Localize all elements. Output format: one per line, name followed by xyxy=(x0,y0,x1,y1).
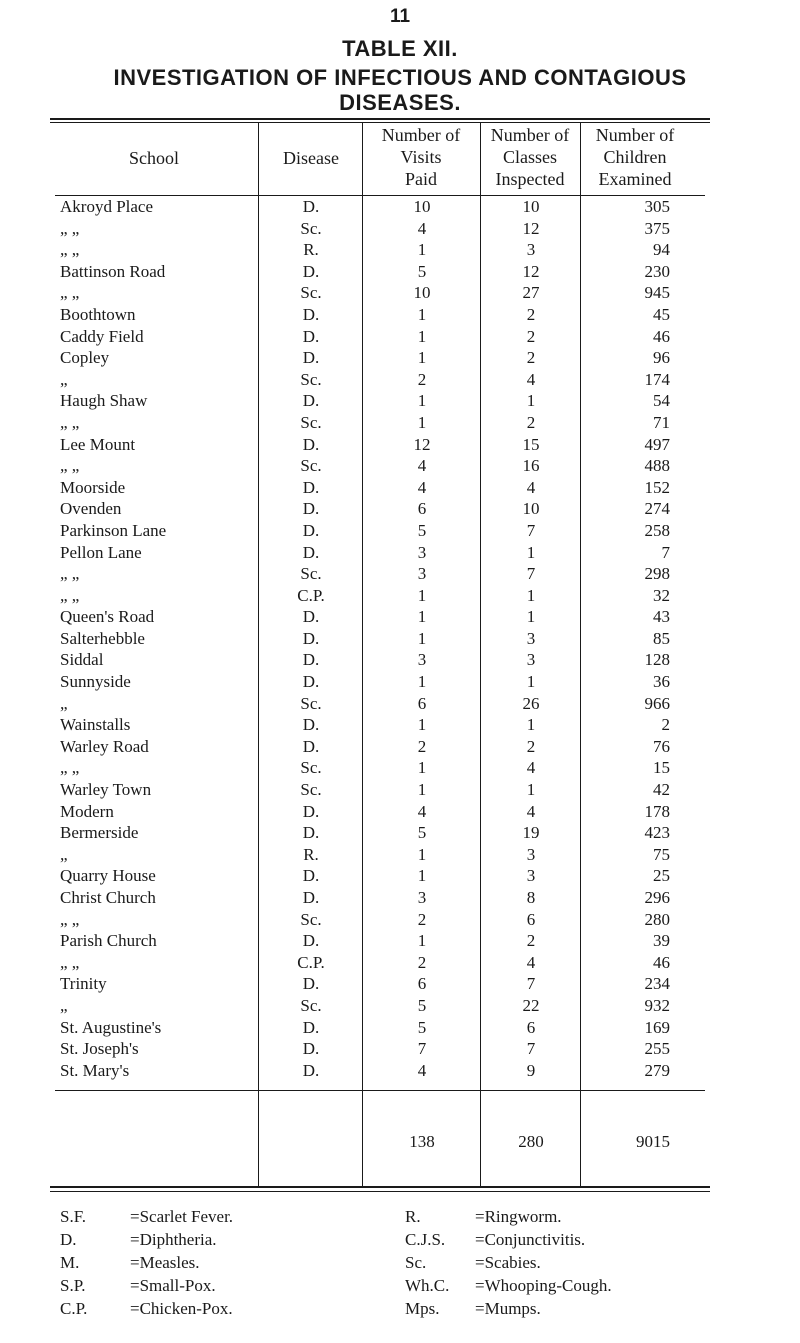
table-row xyxy=(0,239,800,261)
legend-def: =Ringworm. xyxy=(475,1207,562,1226)
cell-visits: 2 xyxy=(417,909,427,929)
legend-def: =Scabies. xyxy=(475,1253,541,1272)
cell-visits: 2 xyxy=(417,736,427,756)
cell-classes: 3 xyxy=(526,844,536,864)
cell-children: 15 xyxy=(653,758,670,778)
table-row xyxy=(0,542,800,564)
cell-classes: 3 xyxy=(526,240,536,260)
cell-disease: D. xyxy=(302,607,320,627)
legend-row xyxy=(60,1251,760,1274)
cell-visits: 1 xyxy=(417,628,427,648)
cell-disease: D. xyxy=(302,931,320,951)
cell-school: Bermerside xyxy=(60,823,139,843)
cell-disease: D. xyxy=(302,1017,320,1037)
legend-row xyxy=(60,1228,760,1251)
table-row xyxy=(0,369,800,391)
cell-visits: 6 xyxy=(417,974,427,994)
cell-school: St. Mary's xyxy=(60,1060,130,1080)
legend-abbr: M. xyxy=(60,1253,80,1272)
cell-classes: 3 xyxy=(526,628,536,648)
legend-abbr: S.F. xyxy=(60,1207,87,1226)
cell-visits: 4 xyxy=(417,218,427,238)
cell-classes: 26 xyxy=(522,693,540,713)
cell-visits: 5 xyxy=(417,995,427,1015)
cell-children: 488 xyxy=(644,456,670,476)
table-row xyxy=(0,952,800,974)
table-row xyxy=(0,822,800,844)
cell-children: 2 xyxy=(661,715,670,735)
cell-visits: 1 xyxy=(417,931,427,951)
cell-classes: 10 xyxy=(522,197,540,216)
legend-def: =Small-Pox. xyxy=(130,1276,216,1295)
table-row xyxy=(0,1038,800,1060)
cell-disease: D. xyxy=(302,1060,320,1080)
table-row xyxy=(0,649,800,671)
header-children-line1: Number of xyxy=(595,125,675,145)
cell-children: 274 xyxy=(644,499,670,519)
cell-children: 128 xyxy=(644,650,670,670)
cell-school: Pellon Lane xyxy=(60,542,142,562)
cell-children: 497 xyxy=(644,434,670,454)
cell-disease: D. xyxy=(302,823,320,843)
header-visits-line3: Paid xyxy=(404,169,437,189)
legend-abbr: Sc. xyxy=(405,1253,427,1272)
cell-disease: Sc. xyxy=(300,564,322,584)
legend-def: =Chicken-Pox. xyxy=(130,1299,233,1318)
table-row xyxy=(0,434,800,456)
cell-school: Salterhebble xyxy=(60,628,145,648)
cell-classes: 22 xyxy=(522,995,540,1015)
cell-school: Modern xyxy=(60,801,114,821)
table-row xyxy=(0,585,800,607)
table-row xyxy=(0,693,800,715)
cell-school: „ „ xyxy=(60,564,80,584)
cell-disease: D. xyxy=(302,520,320,540)
cell-children: 932 xyxy=(644,995,670,1015)
header-children-line2: Children xyxy=(603,147,667,167)
cell-visits: 1 xyxy=(417,391,427,411)
cell-classes: 1 xyxy=(526,715,536,735)
cell-children: 43 xyxy=(653,607,670,627)
legend-abbr: S.P. xyxy=(60,1276,86,1295)
cell-children: 46 xyxy=(653,952,670,972)
cell-school: Moorside xyxy=(60,477,126,497)
cell-children: 298 xyxy=(644,564,670,584)
table-row xyxy=(0,606,800,628)
cell-visits: 1 xyxy=(417,607,427,627)
cell-classes: 2 xyxy=(526,412,536,432)
cell-classes: 3 xyxy=(526,650,536,670)
table-row xyxy=(0,390,800,412)
cell-disease: D. xyxy=(302,542,320,562)
cell-disease: D. xyxy=(302,866,320,886)
total-classes: 280 xyxy=(518,1132,544,1151)
cell-children: 945 xyxy=(644,283,670,303)
cell-children: 305 xyxy=(644,197,670,216)
cell-disease: D. xyxy=(302,304,320,324)
cell-visits: 10 xyxy=(413,197,431,216)
cell-visits: 1 xyxy=(417,348,427,368)
cell-school: Quarry House xyxy=(60,866,156,886)
table-row xyxy=(0,973,800,995)
cell-school: Battinson Road xyxy=(60,261,166,281)
cell-visits: 1 xyxy=(417,844,427,864)
cell-visits: 5 xyxy=(417,520,427,540)
cell-school: Haugh Shaw xyxy=(60,391,148,411)
cell-disease: Sc. xyxy=(300,369,322,389)
cell-visits: 5 xyxy=(417,1017,427,1037)
cell-school: „ „ xyxy=(60,758,80,778)
cell-visits: 1 xyxy=(417,715,427,735)
cell-classes: 7 xyxy=(526,564,536,584)
header-school: School xyxy=(128,148,179,168)
cell-disease: D. xyxy=(302,261,320,281)
cell-classes: 4 xyxy=(526,801,536,821)
cell-school: „ „ xyxy=(60,218,80,238)
cell-classes: 4 xyxy=(526,758,536,778)
cell-children: 75 xyxy=(653,844,670,864)
cell-children: 46 xyxy=(653,326,670,346)
cell-visits: 2 xyxy=(417,369,427,389)
legend-abbr: C.J.S. xyxy=(405,1230,446,1249)
legend-row xyxy=(60,1205,760,1228)
table-body xyxy=(0,196,800,1081)
cell-visits: 3 xyxy=(417,888,427,907)
table-row xyxy=(0,326,800,348)
table-row xyxy=(0,909,800,931)
header-visits-line1: Number of xyxy=(381,125,461,145)
cell-children: 42 xyxy=(653,780,670,800)
totals-rule xyxy=(55,1090,705,1091)
legend-def: =Scarlet Fever. xyxy=(130,1207,234,1226)
cell-school: Boothtown xyxy=(60,304,136,324)
cell-visits: 6 xyxy=(417,693,427,713)
legend-abbr: Mps. xyxy=(405,1299,440,1318)
cell-classes: 4 xyxy=(526,952,536,972)
cell-classes: 1 xyxy=(526,585,536,605)
bottom-rule-inner xyxy=(50,1191,710,1192)
cell-classes: 12 xyxy=(522,261,540,281)
cell-children: 234 xyxy=(644,974,670,994)
cell-school: „ „ xyxy=(60,909,80,929)
cell-children: 279 xyxy=(644,1060,670,1080)
cell-classes: 1 xyxy=(526,672,536,692)
legend-abbr: C.P. xyxy=(60,1299,88,1318)
table-row xyxy=(0,477,800,499)
table-row xyxy=(0,757,800,779)
cell-school: „ xyxy=(60,844,68,864)
cell-children: 255 xyxy=(644,1039,670,1059)
cell-classes: 27 xyxy=(522,283,540,303)
cell-classes: 1 xyxy=(526,391,536,411)
cell-classes: 6 xyxy=(526,1017,536,1037)
cell-visits: 10 xyxy=(413,283,431,303)
legend-abbr: D. xyxy=(60,1230,77,1249)
legend-row xyxy=(60,1297,760,1320)
cell-classes: 9 xyxy=(526,1060,536,1080)
legend-def: =Diphtheria. xyxy=(130,1230,217,1249)
cell-visits: 12 xyxy=(413,434,431,454)
cell-classes: 2 xyxy=(526,931,536,951)
cell-children: 169 xyxy=(644,1017,670,1037)
table-row xyxy=(0,347,800,369)
cell-school: Warley Road xyxy=(60,736,149,756)
cell-school: Sunnyside xyxy=(60,672,131,692)
cell-disease: D. xyxy=(302,348,320,368)
cell-children: 96 xyxy=(653,348,670,368)
cell-children: 45 xyxy=(653,304,670,324)
table-row xyxy=(0,455,800,477)
cell-school: Siddal xyxy=(60,650,104,670)
cell-school: St. Joseph's xyxy=(60,1039,139,1059)
cell-school: „ „ xyxy=(60,456,80,476)
table-subtitle-continued: DISEASES. xyxy=(339,90,461,115)
cell-disease: Sc. xyxy=(300,780,322,800)
cell-disease: Sc. xyxy=(300,758,322,778)
cell-visits: 5 xyxy=(417,261,427,281)
cell-visits: 4 xyxy=(417,801,427,821)
cell-disease: Sc. xyxy=(300,456,322,476)
cell-disease: Sc. xyxy=(300,283,322,303)
cell-visits: 4 xyxy=(417,477,427,497)
cell-children: 296 xyxy=(644,888,670,907)
table-row xyxy=(0,520,800,542)
header-classes-line2: Classes xyxy=(503,147,557,167)
table-row xyxy=(0,282,800,304)
bottom-rule xyxy=(50,1186,710,1188)
cell-visits: 1 xyxy=(417,585,427,605)
cell-school: „ „ xyxy=(60,283,80,303)
cell-children: 966 xyxy=(644,693,670,713)
cell-children: 85 xyxy=(653,628,670,648)
cell-children: 178 xyxy=(644,801,670,821)
cell-disease: D. xyxy=(302,197,320,216)
cell-school: Caddy Field xyxy=(60,326,144,346)
cell-disease: D. xyxy=(302,434,320,454)
cell-children: 375 xyxy=(644,218,670,238)
cell-visits: 2 xyxy=(417,952,427,972)
table-row xyxy=(0,498,800,520)
header-classes xyxy=(480,124,580,190)
cell-classes: 7 xyxy=(526,1039,536,1059)
cell-school: Lee Mount xyxy=(60,434,136,454)
legend-def: =Mumps. xyxy=(475,1299,541,1318)
cell-school: Trinity xyxy=(60,974,107,994)
table-row xyxy=(0,779,800,801)
cell-school: Warley Town xyxy=(60,780,152,800)
cell-children: 39 xyxy=(653,931,670,951)
cell-school: Christ Church xyxy=(60,888,156,907)
total-visits: 138 xyxy=(409,1132,435,1151)
cell-school: „ xyxy=(60,693,68,713)
header-classes-line3: Inspected xyxy=(495,169,565,189)
cell-children: 32 xyxy=(653,585,670,605)
cell-visits: 1 xyxy=(417,780,427,800)
cell-visits: 1 xyxy=(417,412,427,432)
table-row xyxy=(0,887,800,909)
cell-disease: D. xyxy=(302,715,320,735)
table-row xyxy=(0,1060,800,1082)
table-row xyxy=(0,563,800,585)
cell-children: 25 xyxy=(653,866,670,886)
cell-classes: 19 xyxy=(522,823,540,843)
cell-classes: 7 xyxy=(526,520,536,540)
cell-classes: 10 xyxy=(522,499,540,519)
cell-classes: 2 xyxy=(526,736,536,756)
table-row xyxy=(0,261,800,283)
cell-classes: 2 xyxy=(526,304,536,324)
table-row xyxy=(0,218,800,240)
cell-visits: 1 xyxy=(417,866,427,886)
cell-classes: 16 xyxy=(522,456,540,476)
cell-disease: D. xyxy=(302,736,320,756)
table-row xyxy=(0,930,800,952)
cell-visits: 1 xyxy=(417,326,427,346)
cell-children: 423 xyxy=(644,823,670,843)
cell-disease: R. xyxy=(303,240,319,260)
cell-children: 258 xyxy=(644,520,670,540)
cell-school: Copley xyxy=(60,348,110,368)
table-row xyxy=(0,1017,800,1039)
cell-visits: 6 xyxy=(417,499,427,519)
total-children: 9015 xyxy=(636,1132,670,1151)
cell-classes: 8 xyxy=(526,888,536,907)
table-row xyxy=(0,412,800,434)
cell-classes: 2 xyxy=(526,326,536,346)
cell-disease: D. xyxy=(302,888,320,907)
header-visits xyxy=(362,124,480,190)
cell-visits: 4 xyxy=(417,1060,427,1080)
cell-school: St. Augustine's xyxy=(60,1017,162,1037)
cell-disease: D. xyxy=(302,477,320,497)
cell-school: „ „ xyxy=(60,240,80,260)
cell-disease: R. xyxy=(303,844,319,864)
top-rule-inner xyxy=(50,122,710,123)
cell-children: 280 xyxy=(644,909,670,929)
cell-visits: 1 xyxy=(417,240,427,260)
cell-children: 54 xyxy=(653,391,670,411)
legend-def: =Whooping-Cough. xyxy=(475,1276,612,1295)
cell-visits: 5 xyxy=(417,823,427,843)
cell-disease: Sc. xyxy=(300,218,322,238)
cell-school: Parish Church xyxy=(60,931,157,951)
table-row xyxy=(0,736,800,758)
cell-classes: 1 xyxy=(526,542,536,562)
table-row xyxy=(0,801,800,823)
cell-visits: 3 xyxy=(417,564,427,584)
cell-school: „ „ xyxy=(60,412,80,432)
cell-classes: 2 xyxy=(526,348,536,368)
table-row xyxy=(0,714,800,736)
abbreviation-legend xyxy=(60,1205,760,1320)
cell-school: „ „ xyxy=(60,952,80,972)
cell-school: Parkinson Lane xyxy=(60,520,167,540)
cell-school: Ovenden xyxy=(60,499,122,519)
cell-children: 36 xyxy=(653,672,670,692)
header-visits-line2: Visits xyxy=(400,147,442,167)
header-disease: Disease xyxy=(283,148,339,168)
cell-classes: 12 xyxy=(522,218,540,238)
cell-disease: D. xyxy=(302,974,320,994)
cell-school: „ „ xyxy=(60,585,80,605)
cell-disease: D. xyxy=(302,801,320,821)
legend-row xyxy=(60,1274,760,1297)
cell-visits: 4 xyxy=(417,456,427,476)
legend-abbr: R. xyxy=(405,1207,421,1226)
cell-children: 76 xyxy=(653,736,670,756)
cell-children: 94 xyxy=(653,240,670,260)
cell-visits: 3 xyxy=(417,650,427,670)
cell-classes: 1 xyxy=(526,780,536,800)
header-children-line3: Examined xyxy=(598,169,672,189)
header-classes-line1: Number of xyxy=(490,125,570,145)
cell-classes: 4 xyxy=(526,477,536,497)
cell-disease: D. xyxy=(302,1039,320,1059)
cell-disease: D. xyxy=(302,326,320,346)
cell-classes: 6 xyxy=(526,909,536,929)
table-row xyxy=(0,196,800,218)
cell-disease: Sc. xyxy=(300,412,322,432)
cell-disease: D. xyxy=(302,391,320,411)
table-subtitle: INVESTIGATION OF INFECTIOUS AND CONTAGIOUS xyxy=(113,65,687,90)
legend-def: =Conjunctivitis. xyxy=(475,1230,586,1249)
cell-disease: D. xyxy=(302,628,320,648)
cell-school: Akroyd Place xyxy=(60,197,154,216)
cell-disease: D. xyxy=(302,672,320,692)
cell-disease: C.P. xyxy=(297,585,325,605)
cell-visits: 3 xyxy=(417,542,427,562)
cell-disease: D. xyxy=(302,650,320,670)
header-children xyxy=(580,124,690,190)
table-row xyxy=(0,304,800,326)
cell-disease: C.P. xyxy=(297,952,325,972)
cell-visits: 7 xyxy=(417,1039,427,1059)
cell-children: 230 xyxy=(644,261,670,281)
cell-visits: 1 xyxy=(417,304,427,324)
table-row xyxy=(0,671,800,693)
cell-classes: 7 xyxy=(526,974,536,994)
cell-visits: 1 xyxy=(417,758,427,778)
cell-classes: 4 xyxy=(526,369,536,389)
cell-classes: 15 xyxy=(522,434,540,454)
table-row xyxy=(0,844,800,866)
cell-children: 71 xyxy=(653,412,670,432)
cell-classes: 1 xyxy=(526,607,536,627)
legend-def: =Measles. xyxy=(130,1253,200,1272)
page-number: 11 xyxy=(389,6,411,27)
table-row xyxy=(0,628,800,650)
cell-visits: 1 xyxy=(417,672,427,692)
cell-disease: Sc. xyxy=(300,909,322,929)
cell-disease: Sc. xyxy=(300,995,322,1015)
cell-children: 174 xyxy=(644,369,670,389)
table-title: TABLE XII. xyxy=(342,36,458,61)
cell-disease: Sc. xyxy=(300,693,322,713)
cell-school: „ xyxy=(60,369,68,389)
cell-children: 152 xyxy=(644,477,670,497)
cell-children: 7 xyxy=(661,542,670,562)
table-row xyxy=(0,865,800,887)
cell-school: Wainstalls xyxy=(60,715,131,735)
legend-abbr: Wh.C. xyxy=(405,1276,450,1295)
top-rule xyxy=(50,118,710,120)
cell-disease: D. xyxy=(302,499,320,519)
cell-school: Queen's Road xyxy=(60,607,155,627)
cell-school: „ xyxy=(60,995,68,1015)
table-row xyxy=(0,995,800,1017)
cell-classes: 3 xyxy=(526,866,536,886)
